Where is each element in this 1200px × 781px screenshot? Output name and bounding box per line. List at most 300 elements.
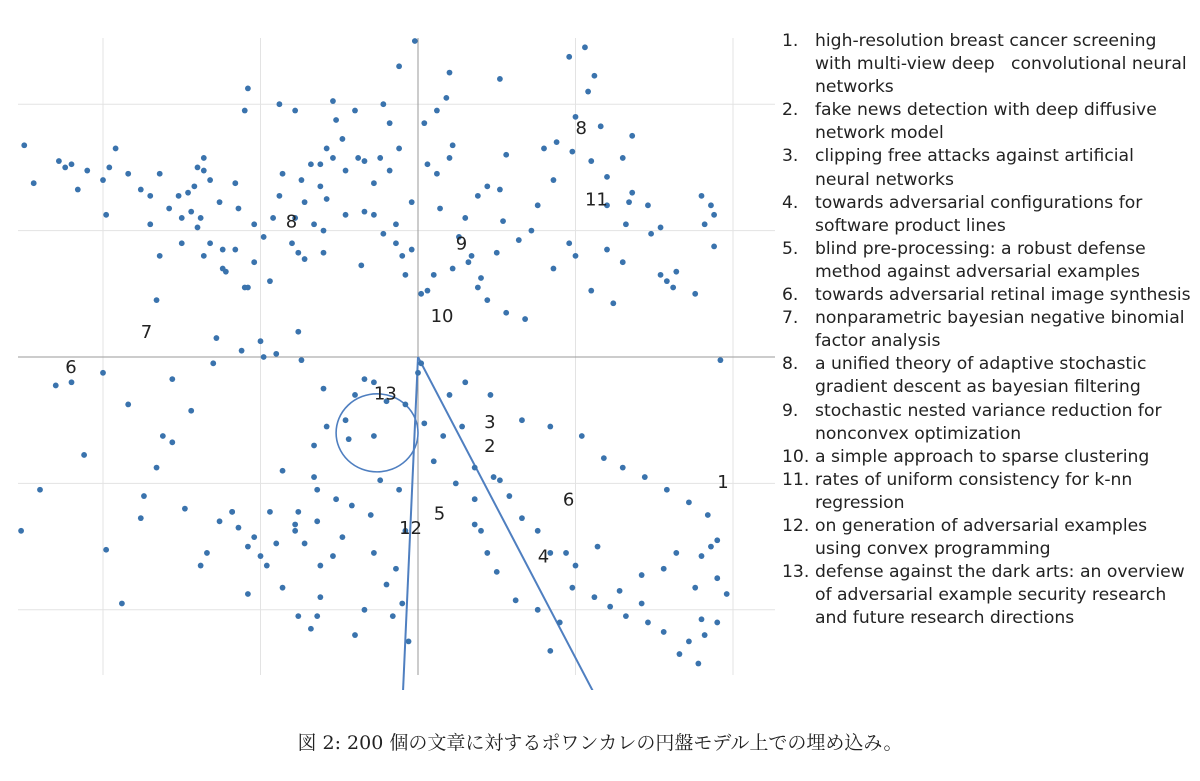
- legend-item-text: towards adversarial retinal image synthesis: [815, 285, 1191, 306]
- data-point: [431, 458, 437, 464]
- data-point: [292, 108, 298, 114]
- data-point: [705, 512, 711, 518]
- data-point: [673, 269, 679, 275]
- data-point: [299, 357, 305, 363]
- data-point: [425, 161, 431, 167]
- data-point: [692, 291, 698, 297]
- data-point: [204, 550, 210, 556]
- legend-item-number: 10.: [782, 446, 810, 467]
- data-point: [588, 158, 594, 164]
- data-point: [639, 572, 645, 578]
- data-point: [236, 206, 242, 212]
- data-point: [321, 250, 327, 256]
- data-point: [352, 392, 358, 398]
- legend-item-text: rates of uniform consistency for k-nn regression: [815, 469, 1133, 513]
- axes: [18, 38, 775, 675]
- data-point: [273, 351, 279, 357]
- data-point: [396, 63, 402, 69]
- data-point: [324, 146, 330, 152]
- data-point: [289, 240, 295, 246]
- point-annotations: [65, 118, 729, 567]
- data-point: [308, 626, 314, 632]
- data-point: [535, 528, 541, 534]
- data-point: [462, 215, 468, 221]
- data-point: [81, 452, 87, 458]
- data-point: [154, 465, 160, 471]
- data-point: [198, 563, 204, 569]
- data-point: [185, 190, 191, 196]
- data-point: [566, 240, 572, 246]
- legend-item: [782, 238, 1192, 284]
- point-label: 3: [484, 412, 496, 434]
- data-point: [714, 537, 720, 543]
- legend-item: [782, 400, 1192, 446]
- data-point: [380, 231, 386, 237]
- data-point: [141, 493, 147, 499]
- data-point: [447, 155, 453, 161]
- data-point: [352, 632, 358, 638]
- data-point: [466, 259, 472, 265]
- data-point: [343, 212, 349, 218]
- legend-item-text: towards adversarial configurations for software product lines: [815, 192, 1143, 236]
- data-point: [547, 424, 553, 430]
- data-point: [686, 499, 692, 505]
- data-point: [434, 171, 440, 177]
- data-point: [179, 215, 185, 221]
- data-point: [31, 180, 37, 186]
- data-point: [547, 648, 553, 654]
- data-point: [333, 117, 339, 123]
- legend-item: [782, 30, 1192, 99]
- data-point: [371, 433, 377, 439]
- data-point: [295, 509, 301, 515]
- legend-item-number: 7.: [782, 308, 799, 329]
- data-point: [588, 288, 594, 294]
- data-point: [639, 601, 645, 607]
- legend-item-number: 3.: [782, 146, 799, 167]
- data-point: [472, 522, 478, 528]
- data-point: [176, 193, 182, 199]
- data-point: [440, 433, 446, 439]
- data-point: [103, 547, 109, 553]
- data-point: [377, 477, 383, 483]
- data-point: [519, 515, 525, 521]
- data-point: [280, 585, 286, 591]
- data-point: [396, 487, 402, 493]
- point-label: 6: [562, 489, 575, 511]
- legend-item-text: nonparametric bayesian negative binomial factor analysis: [815, 308, 1185, 352]
- legend-item: [782, 145, 1192, 191]
- data-point: [516, 237, 522, 243]
- data-point: [604, 247, 610, 253]
- data-point: [500, 218, 506, 224]
- point-label: 10: [430, 306, 454, 328]
- data-point: [292, 522, 298, 528]
- data-point: [702, 221, 708, 227]
- point-label: 6: [65, 356, 77, 378]
- data-points: [18, 38, 729, 666]
- data-point: [138, 515, 144, 521]
- data-point: [695, 661, 701, 667]
- data-point: [573, 253, 579, 259]
- data-point: [421, 420, 427, 426]
- data-point: [166, 206, 172, 212]
- data-point: [497, 76, 503, 82]
- data-point: [604, 174, 610, 180]
- data-point: [195, 225, 201, 231]
- data-point: [437, 206, 443, 212]
- point-label: 8: [285, 211, 298, 233]
- legend-item-number: 5.: [782, 238, 799, 259]
- data-point: [610, 300, 616, 306]
- data-point: [418, 360, 424, 366]
- data-point: [399, 601, 405, 607]
- data-point: [450, 142, 456, 148]
- data-point: [409, 199, 415, 205]
- data-point: [125, 171, 131, 177]
- data-point: [362, 376, 368, 382]
- data-point: [69, 379, 75, 385]
- data-point: [362, 209, 368, 215]
- data-point: [626, 199, 632, 205]
- data-point: [113, 146, 119, 152]
- legend-item: [782, 307, 1192, 353]
- data-point: [554, 139, 560, 145]
- point-label: 7: [140, 322, 153, 344]
- data-point: [447, 392, 453, 398]
- point-label: 5: [433, 503, 446, 525]
- data-point: [393, 221, 399, 227]
- point-label: 9: [455, 233, 468, 255]
- data-point: [645, 620, 651, 626]
- data-point: [157, 253, 163, 259]
- data-point: [557, 620, 563, 626]
- data-point: [84, 168, 90, 174]
- data-point: [592, 73, 598, 79]
- data-point: [406, 639, 412, 645]
- data-point: [494, 569, 500, 575]
- data-point: [267, 509, 273, 515]
- point-label: 13: [373, 383, 397, 405]
- data-point: [232, 180, 238, 186]
- data-point: [75, 187, 81, 193]
- legend-item: [782, 99, 1192, 145]
- legend-item-text: clipping free attacks against artificial neural networks: [815, 146, 1134, 190]
- data-point: [592, 594, 598, 600]
- data-point: [664, 487, 670, 493]
- data-point: [702, 632, 708, 638]
- data-point: [311, 443, 317, 449]
- data-point: [711, 244, 717, 250]
- data-point: [317, 161, 323, 167]
- data-point: [699, 193, 705, 199]
- data-point: [686, 639, 692, 645]
- data-point: [711, 212, 717, 218]
- data-point: [239, 348, 245, 354]
- point-label: 11: [584, 189, 608, 211]
- data-point: [387, 168, 393, 174]
- data-point: [714, 620, 720, 626]
- data-point: [119, 601, 125, 607]
- data-point: [387, 120, 393, 126]
- legend-item: [782, 469, 1192, 515]
- data-point: [724, 591, 730, 597]
- data-point: [629, 190, 635, 196]
- data-point: [147, 221, 153, 227]
- data-point: [661, 629, 667, 635]
- data-point: [302, 256, 308, 262]
- data-point: [207, 177, 213, 183]
- data-point: [245, 86, 251, 92]
- data-point: [642, 474, 648, 480]
- data-point: [317, 183, 323, 189]
- data-point: [484, 550, 490, 556]
- data-point: [280, 171, 286, 177]
- data-point: [308, 161, 314, 167]
- legend-item-text: fake news detection with deep diffusive network model: [815, 100, 1157, 144]
- data-point: [340, 534, 346, 540]
- data-point: [333, 496, 339, 502]
- data-point: [242, 108, 248, 114]
- data-point: [317, 563, 323, 569]
- legend-item-text: defense against the dark arts: an overview of adversarial example security research and future research directions: [815, 562, 1185, 629]
- data-point: [368, 512, 374, 518]
- data-point: [664, 278, 670, 284]
- data-point: [302, 541, 308, 547]
- data-point: [513, 597, 519, 603]
- data-point: [317, 594, 323, 600]
- data-point: [217, 199, 223, 205]
- data-point: [346, 436, 352, 442]
- data-point: [535, 202, 541, 208]
- legend-item-number: 8.: [782, 354, 799, 375]
- data-point: [434, 108, 440, 114]
- data-point: [330, 98, 336, 104]
- data-point: [182, 506, 188, 512]
- data-point: [201, 168, 207, 174]
- data-point: [447, 70, 453, 76]
- data-point: [21, 142, 27, 148]
- legend-item-text: a unified theory of adaptive stochastic gradient descent as bayesian filtering: [815, 354, 1147, 398]
- data-point: [267, 278, 273, 284]
- data-point: [245, 544, 251, 550]
- data-point: [415, 370, 421, 376]
- data-point: [330, 155, 336, 161]
- data-point: [295, 329, 301, 335]
- data-point: [478, 528, 484, 534]
- data-point: [673, 550, 679, 556]
- legend-item-number: 11.: [782, 469, 810, 490]
- data-point: [299, 177, 305, 183]
- data-point: [343, 168, 349, 174]
- data-point: [340, 136, 346, 142]
- data-point: [371, 180, 377, 186]
- data-point: [661, 566, 667, 572]
- data-point: [658, 272, 664, 278]
- data-point: [147, 193, 153, 199]
- point-label: 2: [484, 435, 496, 457]
- data-point: [245, 591, 251, 597]
- data-point: [188, 209, 194, 215]
- legend-item-number: 2.: [782, 100, 799, 121]
- data-point: [349, 503, 355, 509]
- data-point: [191, 183, 197, 189]
- legend-item-text: on generation of adversarial examples using convex programming: [815, 515, 1148, 560]
- data-point: [277, 101, 283, 107]
- data-point: [261, 354, 267, 360]
- point-label: 12: [399, 517, 423, 539]
- data-point: [443, 95, 449, 101]
- data-point: [620, 155, 626, 161]
- data-point: [295, 250, 301, 256]
- data-point: [469, 253, 475, 259]
- data-point: [620, 259, 626, 265]
- data-point: [371, 212, 377, 218]
- data-point: [207, 240, 213, 246]
- data-point: [179, 240, 185, 246]
- data-point: [103, 212, 109, 218]
- data-point: [292, 528, 298, 534]
- data-point: [69, 161, 75, 167]
- point-label: 4: [537, 546, 550, 568]
- data-point: [472, 496, 478, 502]
- data-point: [582, 44, 588, 50]
- data-point: [330, 553, 336, 559]
- data-point: [352, 108, 358, 114]
- data-point: [491, 474, 497, 480]
- data-point: [100, 370, 106, 376]
- data-point: [100, 177, 106, 183]
- data-point: [125, 402, 131, 408]
- data-point: [595, 544, 601, 550]
- legend-item: [782, 446, 1192, 469]
- data-point: [396, 146, 402, 152]
- data-point: [384, 582, 390, 588]
- data-point: [169, 376, 175, 382]
- data-point: [264, 563, 270, 569]
- data-point: [585, 89, 591, 95]
- data-point: [258, 338, 264, 344]
- data-point: [270, 215, 276, 221]
- data-point: [321, 228, 327, 234]
- data-point: [699, 616, 705, 622]
- data-point: [258, 553, 264, 559]
- data-point: [478, 275, 484, 281]
- point-label: 8: [575, 118, 587, 140]
- data-point: [418, 291, 424, 297]
- data-point: [506, 493, 512, 499]
- data-point: [321, 386, 327, 392]
- data-point: [201, 253, 207, 259]
- data-point: [399, 253, 405, 259]
- data-point: [371, 550, 377, 556]
- figure-caption: 図 2: 200 個の文章に対するポワンカレの円盤モデル上での埋め込み。: [297, 732, 903, 754]
- legend-item: [782, 284, 1192, 307]
- data-point: [403, 402, 409, 408]
- data-point: [251, 534, 257, 540]
- data-point: [541, 146, 547, 152]
- data-point: [154, 297, 160, 303]
- legend-item-number: 12.: [782, 515, 810, 536]
- legend-item: [782, 515, 1192, 561]
- data-point: [670, 285, 676, 291]
- legend-item-number: 13.: [782, 562, 810, 583]
- data-point: [232, 247, 238, 253]
- point-label: 1: [717, 472, 729, 494]
- data-point: [56, 158, 62, 164]
- data-point: [220, 247, 226, 253]
- data-point: [623, 221, 629, 227]
- data-point: [658, 225, 664, 231]
- data-point: [198, 215, 204, 221]
- data-point: [569, 149, 575, 155]
- data-point: [324, 424, 330, 430]
- data-point: [106, 165, 112, 171]
- data-point: [245, 285, 251, 291]
- data-point: [475, 285, 481, 291]
- data-point: [529, 228, 535, 234]
- data-point: [362, 607, 368, 613]
- data-point: [484, 183, 490, 189]
- data-point: [475, 193, 481, 199]
- data-point: [569, 585, 575, 591]
- data-point: [201, 155, 207, 161]
- data-point: [157, 171, 163, 177]
- data-point: [453, 481, 459, 487]
- data-point: [229, 509, 235, 515]
- data-point: [343, 417, 349, 423]
- data-point: [362, 158, 368, 164]
- data-point: [273, 541, 279, 547]
- data-point: [551, 177, 557, 183]
- data-point: [677, 651, 683, 657]
- data-point: [217, 518, 223, 524]
- data-point: [497, 477, 503, 483]
- data-point: [450, 266, 456, 272]
- data-point: [210, 360, 216, 366]
- data-point: [314, 487, 320, 493]
- data-point: [566, 54, 572, 60]
- legend-list: [782, 30, 1192, 630]
- data-point: [579, 433, 585, 439]
- data-point: [311, 474, 317, 480]
- data-point: [380, 101, 386, 107]
- data-point: [617, 588, 623, 594]
- data-point: [188, 408, 194, 414]
- data-point: [277, 193, 283, 199]
- legend-item: [782, 561, 1192, 630]
- data-point: [302, 199, 308, 205]
- data-point: [714, 575, 720, 581]
- data-point: [169, 439, 175, 445]
- data-point: [522, 316, 528, 322]
- data-point: [195, 165, 201, 171]
- data-point: [314, 613, 320, 619]
- data-point: [623, 613, 629, 619]
- data-point: [519, 417, 525, 423]
- legend-item-text: high-resolution breast cancer screening with multi-view deep convolutional neural networks: [815, 31, 1187, 98]
- data-point: [494, 250, 500, 256]
- data-point: [251, 259, 257, 265]
- legend-item-number: 6.: [782, 285, 799, 306]
- data-point: [607, 604, 613, 610]
- data-point: [431, 272, 437, 278]
- data-point: [390, 613, 396, 619]
- data-point: [358, 262, 364, 268]
- data-point: [62, 165, 68, 171]
- data-point: [295, 613, 301, 619]
- data-point: [393, 566, 399, 572]
